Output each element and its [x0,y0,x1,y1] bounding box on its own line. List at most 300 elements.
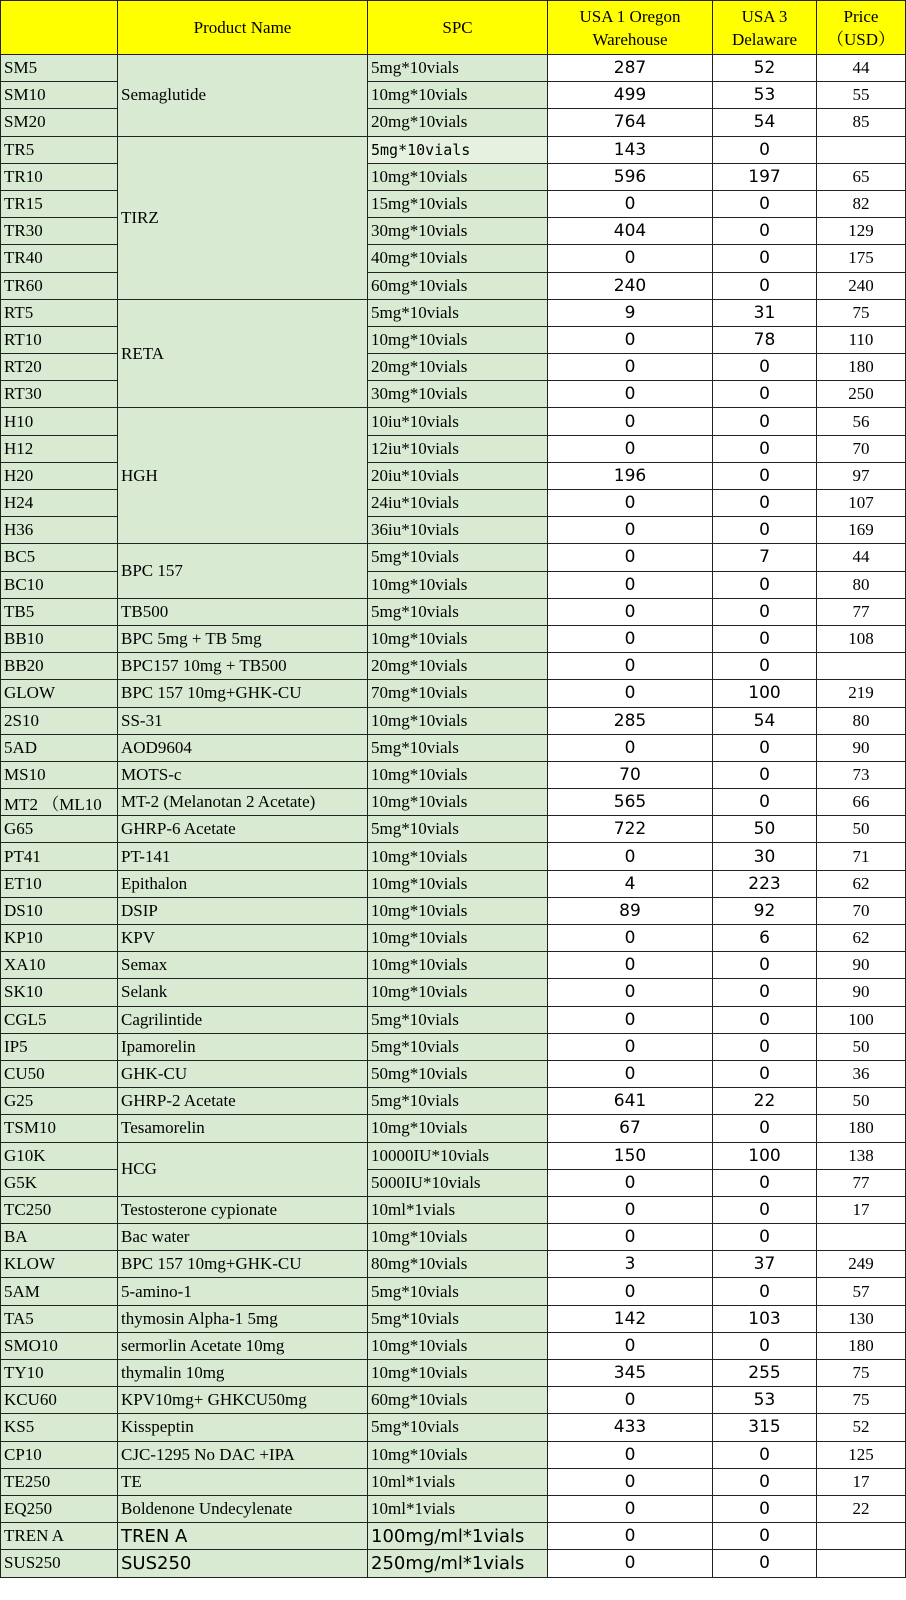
usa1-stock-cell: 0 [548,1060,713,1087]
product-code-cell: G25 [1,1088,118,1115]
product-name-cell: BPC 157 10mg+GHK-CU [118,1251,368,1278]
usa3-stock-cell: 78 [713,326,817,353]
usa1-stock-cell: 0 [548,544,713,571]
price-cell: 90 [817,952,906,979]
price-cell: 62 [817,870,906,897]
product-code-cell: G5K [1,1169,118,1196]
usa3-stock-cell: 92 [713,897,817,924]
product-code-cell: GLOW [1,680,118,707]
table-row [1,897,906,924]
price-cell [817,1550,906,1577]
usa1-stock-cell: 285 [548,707,713,734]
price-cell: 250 [817,381,906,408]
spc-cell: 5mg*10vials [368,1414,548,1441]
usa3-stock-cell: 6 [713,925,817,952]
spc-cell: 10ml*1vials [368,1468,548,1495]
usa1-stock-cell: 0 [548,354,713,381]
spc-cell: 10ml*1vials [368,1495,548,1522]
price-cell: 56 [817,408,906,435]
usa1-stock-cell: 345 [548,1360,713,1387]
usa3-stock-cell: 0 [713,381,817,408]
price-cell: 55 [817,82,906,109]
spc-cell: 10mg*10vials [368,870,548,897]
price-cell: 62 [817,925,906,952]
usa1-stock-cell: 0 [548,1278,713,1305]
spc-cell: 10mg*10vials [368,843,548,870]
table-row [1,1387,906,1414]
product-name-cell: TB500 [118,598,368,625]
price-cell: 66 [817,789,906,816]
product-name-cell: 5-amino-1 [118,1278,368,1305]
spc-cell: 5mg*10vials [368,1033,548,1060]
price-cell: 90 [817,979,906,1006]
usa1-stock-cell: 596 [548,163,713,190]
price-cell: 77 [817,1169,906,1196]
usa3-stock-cell: 54 [713,707,817,734]
product-code-cell: TC250 [1,1196,118,1223]
usa3-stock-cell: 0 [713,1060,817,1087]
usa1-stock-cell: 433 [548,1414,713,1441]
usa3-stock-cell: 0 [713,1523,817,1550]
spc-cell: 10mg*10vials [368,897,548,924]
spc-cell: 40mg*10vials [368,245,548,272]
table-row [1,1414,906,1441]
spc-cell: 10mg*10vials [368,1115,548,1142]
product-code-cell: TREN A [1,1523,118,1550]
usa1-stock-cell: 641 [548,1088,713,1115]
usa1-stock-cell: 287 [548,55,713,82]
product-code-cell: TR40 [1,245,118,272]
table-row [1,299,906,326]
product-code-cell: BC10 [1,571,118,598]
price-cell: 90 [817,734,906,761]
usa3-stock-cell: 0 [713,1196,817,1223]
usa3-stock-cell: 7 [713,544,817,571]
table-row [1,680,906,707]
spc-cell: 5mg*10vials [368,1305,548,1332]
usa3-stock-cell: 0 [713,734,817,761]
usa3-stock-cell: 100 [713,1142,817,1169]
product-code-cell: H36 [1,517,118,544]
usa1-stock-cell: 0 [548,1495,713,1522]
spc-cell: 30mg*10vials [368,381,548,408]
table-row [1,1495,906,1522]
usa1-stock-cell: 0 [548,1006,713,1033]
table-row [1,925,906,952]
product-code-cell: KS5 [1,1414,118,1441]
product-code-cell: 5AM [1,1278,118,1305]
usa3-stock-cell: 0 [713,1006,817,1033]
product-name-cell: GHK-CU [118,1060,368,1087]
table-body [1,55,906,1578]
usa3-stock-cell: 0 [713,408,817,435]
price-cell: 70 [817,435,906,462]
usa1-stock-cell: 0 [548,979,713,1006]
spc-cell: 5mg*10vials [368,1006,548,1033]
table-row [1,1360,906,1387]
product-name-cell: BPC 5mg + TB 5mg [118,625,368,652]
spc-cell: 20mg*10vials [368,653,548,680]
usa3-stock-cell: 0 [713,245,817,272]
product-code-cell: EQ250 [1,1495,118,1522]
table-row [1,789,906,816]
spc-cell: 5mg*10vials [368,816,548,843]
spc-cell: 60mg*10vials [368,272,548,299]
table-row [1,598,906,625]
usa1-stock-cell: 0 [548,598,713,625]
product-code-cell: CP10 [1,1441,118,1468]
usa3-stock-cell: 315 [713,1414,817,1441]
usa1-stock-cell: 0 [548,571,713,598]
product-name-cell: HCG [118,1142,368,1196]
header-row [1,1,906,55]
header-spc: SPC [368,1,548,55]
product-name-cell: CJC-1295 No DAC +IPA [118,1441,368,1468]
usa3-stock-cell: 0 [713,761,817,788]
price-cell: 70 [817,897,906,924]
table-row [1,1305,906,1332]
spc-cell: 10mg*10vials [368,789,548,816]
usa3-stock-cell: 0 [713,789,817,816]
header-code [1,1,118,55]
product-code-cell: SM10 [1,82,118,109]
spc-cell: 15mg*10vials [368,190,548,217]
usa1-stock-cell: 70 [548,761,713,788]
usa1-stock-cell: 0 [548,1550,713,1577]
price-cell: 65 [817,163,906,190]
product-code-cell: BB10 [1,625,118,652]
usa1-stock-cell: 0 [548,1224,713,1251]
usa1-stock-cell: 764 [548,109,713,136]
table-row [1,870,906,897]
usa3-stock-cell: 0 [713,272,817,299]
table-row [1,843,906,870]
product-code-cell: H10 [1,408,118,435]
product-name-cell: Epithalon [118,870,368,897]
price-cell [817,1224,906,1251]
usa3-stock-cell: 0 [713,979,817,1006]
price-cell: 52 [817,1414,906,1441]
price-cell: 249 [817,1251,906,1278]
usa1-stock-cell: 0 [548,734,713,761]
spc-cell: 250mg/ml*1vials [368,1550,548,1577]
spc-cell: 5mg*10vials [368,55,548,82]
product-code-cell: RT20 [1,354,118,381]
product-name-cell: BPC 157 [118,544,368,598]
table-row [1,1550,906,1577]
product-code-cell: TSM10 [1,1115,118,1142]
product-name-cell: Ipamorelin [118,1033,368,1060]
usa1-stock-cell: 722 [548,816,713,843]
price-cell: 75 [817,1387,906,1414]
price-cell: 50 [817,1033,906,1060]
price-cell: 17 [817,1468,906,1495]
product-code-cell: TR30 [1,218,118,245]
usa1-stock-cell: 0 [548,653,713,680]
usa3-stock-cell: 100 [713,680,817,707]
product-name-cell: PT-141 [118,843,368,870]
product-code-cell: SM5 [1,55,118,82]
product-code-cell: SUS250 [1,1550,118,1577]
table-row [1,1196,906,1223]
usa3-stock-cell: 0 [713,462,817,489]
table-row [1,1332,906,1359]
price-cell: 175 [817,245,906,272]
table-row [1,816,906,843]
product-code-cell: PT41 [1,843,118,870]
spc-cell: 12iu*10vials [368,435,548,462]
usa3-stock-cell: 0 [713,1332,817,1359]
price-cell: 110 [817,326,906,353]
spc-cell: 20iu*10vials [368,462,548,489]
usa3-stock-cell: 50 [713,816,817,843]
spc-cell: 5mg*10vials [368,1278,548,1305]
usa1-stock-cell: 0 [548,1033,713,1060]
usa1-stock-cell: 143 [548,136,713,163]
product-code-cell: TR10 [1,163,118,190]
spc-cell: 70mg*10vials [368,680,548,707]
product-code-cell: CGL5 [1,1006,118,1033]
usa1-stock-cell: 499 [548,82,713,109]
usa1-stock-cell: 0 [548,490,713,517]
usa1-stock-cell: 0 [548,381,713,408]
usa3-stock-cell: 0 [713,190,817,217]
usa1-stock-cell: 0 [548,1441,713,1468]
usa3-stock-cell: 0 [713,1278,817,1305]
spc-cell: 5mg*10vials [368,1088,548,1115]
product-name-cell: TREN A [118,1523,368,1550]
usa3-stock-cell: 22 [713,1088,817,1115]
usa3-stock-cell: 0 [713,571,817,598]
price-cell: 36 [817,1060,906,1087]
spc-cell: 50mg*10vials [368,1060,548,1087]
usa3-stock-cell: 53 [713,82,817,109]
usa1-stock-cell: 0 [548,1169,713,1196]
spc-cell: 10mg*10vials [368,979,548,1006]
header-price: Price（USD） [817,1,906,55]
price-cell: 82 [817,190,906,217]
product-code-cell: G65 [1,816,118,843]
product-name-cell: BPC 157 10mg+GHK-CU [118,680,368,707]
product-name-cell: Semaglutide [118,55,368,137]
table-row [1,1088,906,1115]
usa3-stock-cell: 53 [713,1387,817,1414]
product-name-cell: Bac water [118,1224,368,1251]
table-row [1,1523,906,1550]
product-name-cell: GHRP-6 Acetate [118,816,368,843]
product-code-cell: TY10 [1,1360,118,1387]
spc-cell: 100mg/ml*1vials [368,1523,548,1550]
table-row [1,1224,906,1251]
header-product-name: Product Name [118,1,368,55]
price-cell [817,136,906,163]
table-row [1,1142,906,1169]
price-cell: 180 [817,1115,906,1142]
table-row [1,1033,906,1060]
spc-cell: 5mg*10vials [368,734,548,761]
product-code-cell: TR60 [1,272,118,299]
price-cell: 125 [817,1441,906,1468]
table-row [1,1060,906,1087]
usa1-stock-cell: 565 [548,789,713,816]
price-cell: 138 [817,1142,906,1169]
product-name-cell: KPV [118,925,368,952]
price-cell: 22 [817,1495,906,1522]
usa1-stock-cell: 0 [548,625,713,652]
product-name-cell: thymalin 10mg [118,1360,368,1387]
usa1-stock-cell: 9 [548,299,713,326]
usa1-stock-cell: 150 [548,1142,713,1169]
price-cell: 73 [817,761,906,788]
usa3-stock-cell: 0 [713,952,817,979]
product-name-cell: DSIP [118,897,368,924]
usa3-stock-cell: 0 [713,1169,817,1196]
price-cell: 50 [817,1088,906,1115]
header-usa3-delaware: USA 3 Delaware [713,1,817,55]
product-name-cell: MOTS-c [118,761,368,788]
price-cell: 17 [817,1196,906,1223]
spc-cell: 10mg*10vials [368,1332,548,1359]
product-name-cell: BPC157 10mg + TB500 [118,653,368,680]
price-cell: 108 [817,625,906,652]
price-cell: 169 [817,517,906,544]
price-cell: 129 [817,218,906,245]
usa3-stock-cell: 0 [713,1441,817,1468]
spc-cell: 60mg*10vials [368,1387,548,1414]
usa1-stock-cell: 0 [548,1196,713,1223]
usa1-stock-cell: 0 [548,1523,713,1550]
product-code-cell: XA10 [1,952,118,979]
product-name-cell: Selank [118,979,368,1006]
usa1-stock-cell: 89 [548,897,713,924]
product-code-cell: MS10 [1,761,118,788]
usa3-stock-cell: 0 [713,435,817,462]
usa1-stock-cell: 404 [548,218,713,245]
product-code-cell: ET10 [1,870,118,897]
usa3-stock-cell: 0 [713,490,817,517]
spc-cell: 10mg*10vials [368,707,548,734]
spc-cell: 10iu*10vials [368,408,548,435]
product-name-cell: KPV10mg+ GHKCU50mg [118,1387,368,1414]
usa1-stock-cell: 0 [548,190,713,217]
table-row [1,1251,906,1278]
product-name-cell: Testosterone cypionate [118,1196,368,1223]
price-cell: 180 [817,1332,906,1359]
price-cell: 80 [817,707,906,734]
usa3-stock-cell: 0 [713,1224,817,1251]
product-name-cell: MT-2 (Melanotan 2 Acetate) [118,789,368,816]
product-name-cell: SUS250 [118,1550,368,1577]
spc-cell: 10000IU*10vials [368,1142,548,1169]
usa3-stock-cell: 0 [713,625,817,652]
usa1-stock-cell: 0 [548,952,713,979]
product-name-cell: GHRP-2 Acetate [118,1088,368,1115]
usa1-stock-cell: 0 [548,843,713,870]
price-cell: 75 [817,1360,906,1387]
spc-cell: 10mg*10vials [368,925,548,952]
spc-cell: 20mg*10vials [368,354,548,381]
product-name-cell: thymosin Alpha-1 5mg [118,1305,368,1332]
product-code-cell: 2S10 [1,707,118,734]
product-name-cell: SS-31 [118,707,368,734]
product-code-cell: BC5 [1,544,118,571]
product-name-cell: Semax [118,952,368,979]
usa1-stock-cell: 3 [548,1251,713,1278]
usa3-stock-cell: 197 [713,163,817,190]
price-cell: 44 [817,544,906,571]
price-cell: 71 [817,843,906,870]
price-cell: 75 [817,299,906,326]
usa3-stock-cell: 0 [713,1468,817,1495]
product-code-cell: SMO10 [1,1332,118,1359]
product-name-cell: TE [118,1468,368,1495]
price-cell: 219 [817,680,906,707]
price-cell: 44 [817,55,906,82]
product-code-cell: KLOW [1,1251,118,1278]
product-code-cell: IP5 [1,1033,118,1060]
header-usa1-oregon: USA 1 Oregon Warehouse [548,1,713,55]
table-row [1,952,906,979]
price-cell: 80 [817,571,906,598]
usa3-stock-cell: 0 [713,653,817,680]
spc-cell: 5mg*10vials [368,136,548,163]
product-code-cell: 5AD [1,734,118,761]
product-code-cell: TR5 [1,136,118,163]
spc-cell: 10mg*10vials [368,625,548,652]
table-row [1,1278,906,1305]
product-code-cell: KP10 [1,925,118,952]
spc-cell: 10ml*1vials [368,1196,548,1223]
table-row [1,1441,906,1468]
usa3-stock-cell: 37 [713,1251,817,1278]
usa3-stock-cell: 30 [713,843,817,870]
usa3-stock-cell: 54 [713,109,817,136]
usa1-stock-cell: 0 [548,408,713,435]
price-cell: 97 [817,462,906,489]
spc-cell: 10mg*10vials [368,571,548,598]
product-name-cell: Boldenone Undecylenate [118,1495,368,1522]
product-code-cell: TR15 [1,190,118,217]
table-row [1,136,906,163]
product-code-cell: SK10 [1,979,118,1006]
spc-cell: 10mg*10vials [368,952,548,979]
usa3-stock-cell: 0 [713,598,817,625]
usa3-stock-cell: 0 [713,136,817,163]
table-row [1,1006,906,1033]
usa1-stock-cell: 0 [548,680,713,707]
price-cell: 100 [817,1006,906,1033]
spc-cell: 10mg*10vials [368,761,548,788]
usa1-stock-cell: 0 [548,517,713,544]
usa3-stock-cell: 0 [713,354,817,381]
usa1-stock-cell: 0 [548,1468,713,1495]
product-code-cell: DS10 [1,897,118,924]
usa3-stock-cell: 103 [713,1305,817,1332]
table-row [1,408,906,435]
product-code-cell: G10K [1,1142,118,1169]
product-name-cell: Tesamorelin [118,1115,368,1142]
spc-cell: 10mg*10vials [368,1224,548,1251]
product-name-cell: Cagrilintide [118,1006,368,1033]
usa3-stock-cell: 0 [713,218,817,245]
price-cell: 107 [817,490,906,517]
spc-cell: 80mg*10vials [368,1251,548,1278]
usa1-stock-cell: 0 [548,245,713,272]
product-code-cell: RT30 [1,381,118,408]
price-cell: 240 [817,272,906,299]
product-code-cell: RT5 [1,299,118,326]
table-row [1,544,906,571]
